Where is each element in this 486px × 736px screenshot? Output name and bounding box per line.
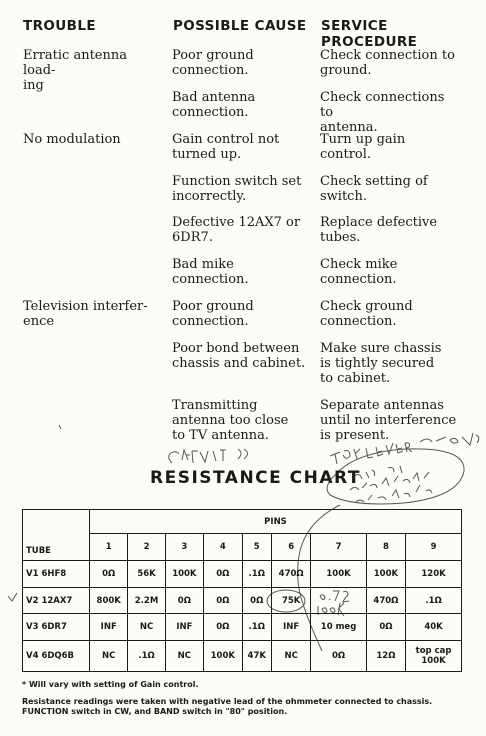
cause-text: Bad mike connection. (172, 257, 249, 287)
resistance-value: 0Ω (204, 587, 242, 614)
resistance-value: NC (165, 641, 203, 672)
procedure-text: Check connection to ground. (320, 48, 455, 78)
tube-name: V4 6DQ6B (23, 641, 90, 672)
pin-number: 1 (90, 534, 128, 561)
trouble-text: Erratic antenna load- ing (23, 48, 127, 93)
procedure-text: Check ground connection. (320, 299, 413, 329)
cause-text: Poor ground connection. (172, 299, 254, 329)
resistance-value: 56K (128, 561, 165, 588)
resistance-value: 0Ω (165, 587, 203, 614)
resistance-value: INF (271, 614, 310, 641)
tube-row (23, 587, 462, 614)
resistance-value: 0Ω (311, 641, 366, 672)
resistance-value: 100K (366, 561, 405, 588)
resistance-value: 40K (406, 614, 462, 641)
procedure-text: Make sure chassis is tightly secured to cabinet. (320, 341, 442, 386)
resistance-value: 0Ω (242, 587, 271, 614)
resistance-value: 100K (311, 561, 366, 588)
cause-text: Bad antenna connection. (172, 90, 256, 120)
measurement-conditions-note: Resistance readings were taken with negative lead of the ohmmeter connected to chassis. FUNCTION switch in CW, and BAND switch in "80" position. (22, 697, 433, 716)
resistance-value: NC (90, 641, 128, 672)
header-possible-cause: POSSIBLE CAUSE (173, 18, 307, 34)
procedure-text: Turn up gain control. (320, 132, 406, 162)
resistance-value: .1Ω (242, 561, 271, 588)
resistance-value: 100K (165, 561, 203, 588)
tube-row (23, 561, 462, 588)
pin-number: 7 (311, 534, 366, 561)
resistance-value: 0Ω (204, 614, 242, 641)
resistance-value: 0Ω (366, 614, 405, 641)
resistance-chart-table (22, 509, 462, 672)
pin-number: 3 (165, 534, 203, 561)
resistance-value: 100K (204, 641, 242, 672)
procedure-text: Separate antennas until no interference is present. (320, 398, 457, 443)
procedure-text: Check mike connection. (320, 257, 398, 287)
pins-header: PINS (90, 510, 462, 534)
resistance-value: .1Ω (242, 614, 271, 641)
resistance-value: INF (90, 614, 128, 641)
resistance-value: 12Ω (366, 641, 405, 672)
trouble-text: Television interfer- ence (23, 299, 148, 329)
resistance-value: 47K (242, 641, 271, 672)
pin-number: 8 (366, 534, 405, 561)
cause-text: Gain control not turned up. (172, 132, 280, 162)
resistance-value: 0Ω (90, 561, 128, 588)
pin-number: 6 (271, 534, 310, 561)
pin-number: 5 (242, 534, 271, 561)
procedure-text: Check connections to antenna. (320, 90, 445, 135)
pin-number: 9 (406, 534, 462, 561)
cause-text: Transmitting antenna too close to TV antenna. (172, 398, 289, 443)
tube-name: V3 6DR7 (23, 614, 90, 641)
tube-name: V2 12AX7 (23, 587, 90, 614)
pin-number: 4 (204, 534, 242, 561)
resistance-value: INF (165, 614, 203, 641)
resistance-value: top cap 100K (406, 641, 462, 672)
resistance-value: NC (271, 641, 310, 672)
tube-name: V1 6HF8 (23, 561, 90, 588)
cause-text: Poor ground connection. (172, 48, 254, 78)
resistance-value: 0Ω (204, 561, 242, 588)
trouble-text: No modulation (23, 132, 121, 147)
cause-text: Poor bond between chassis and cabinet. (172, 341, 306, 371)
resistance-value: 470Ω (366, 587, 405, 614)
resistance-value: 75K (271, 587, 310, 614)
tube-row (23, 614, 462, 641)
footnote: * Will vary with setting of Gain control. (22, 680, 199, 689)
pin-number: 2 (128, 534, 165, 561)
resistance-value: 2.2M (128, 587, 165, 614)
header-trouble: TROUBLE (23, 18, 96, 34)
cause-text: Defective 12AX7 or 6DR7. (172, 215, 301, 245)
resistance-value: .1Ω (128, 641, 165, 672)
resistance-value: 800K (90, 587, 128, 614)
resistance-chart-title: RESISTANCE CHART (150, 468, 361, 488)
resistance-value: 470Ω (271, 561, 310, 588)
procedure-text: Check setting of switch. (320, 174, 428, 204)
resistance-value (311, 587, 366, 614)
resistance-value: NC (128, 614, 165, 641)
tube-column-header: TUBE (23, 510, 90, 561)
resistance-value: .1Ω (406, 587, 462, 614)
tube-row (23, 641, 462, 672)
resistance-value: 10 meg (311, 614, 366, 641)
cause-text: Function switch set incorrectly. (172, 174, 302, 204)
header-service-procedure: SERVICE PROCEDURE (321, 18, 418, 50)
resistance-value: 120K (406, 561, 462, 588)
procedure-text: Replace defective tubes. (320, 215, 438, 245)
